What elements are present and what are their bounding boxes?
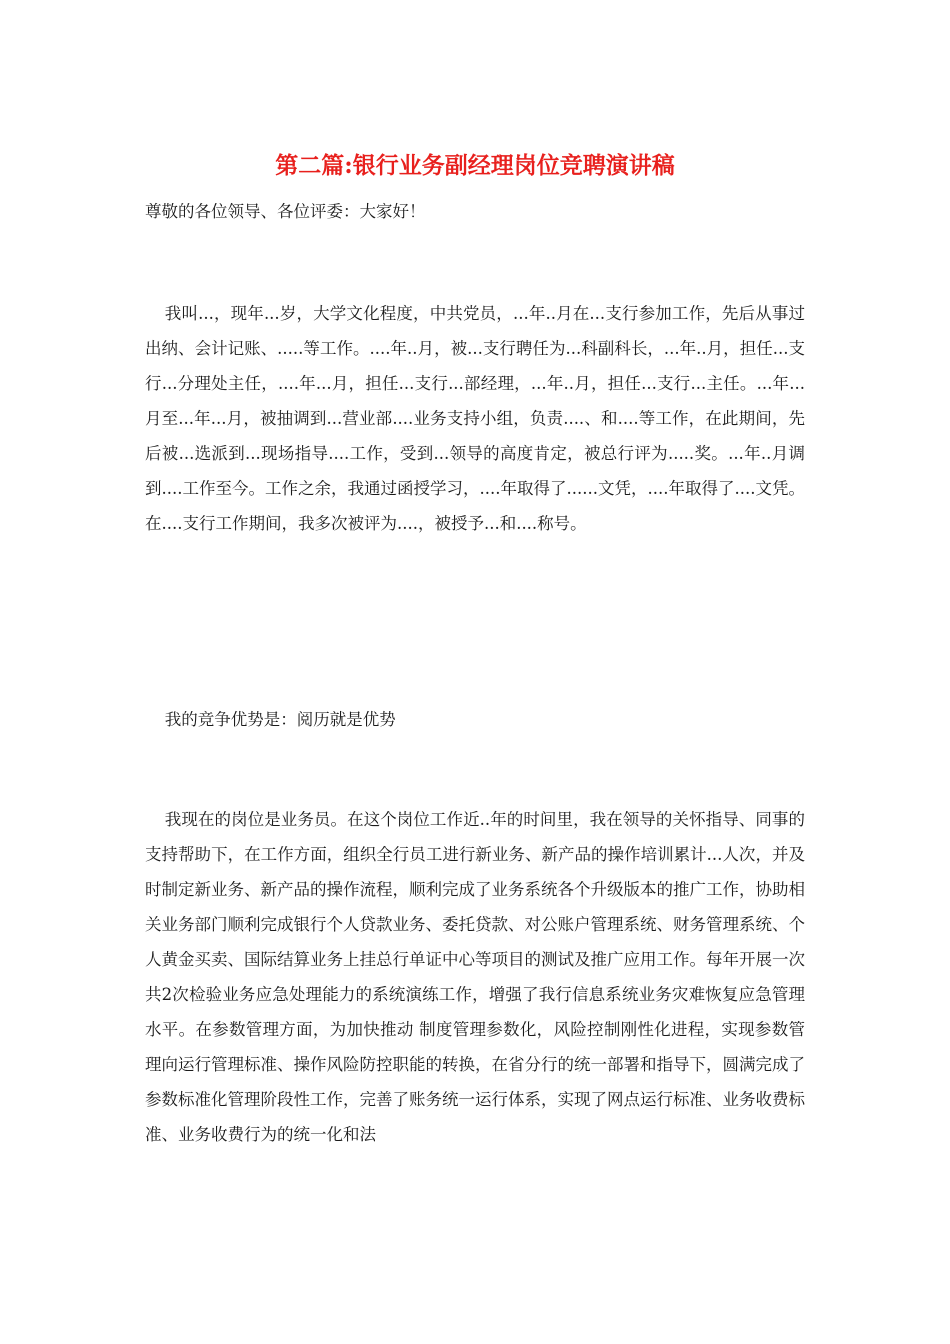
document-title: 第二篇:银行业务副经理岗位竞聘演讲稿 [275, 152, 675, 179]
salutation: 尊敬的各位领导、各位评委：大家好！ [145, 202, 426, 221]
paragraph-work-experience: 我现在的岗位是业务员。在这个岗位工作近..年的时间里，我在领导的关怀指导、同事的支持帮助下，在工作方面，组织全行员工进行新业务、新产品的操作培训累计...人次，并及时制定新业务、新产品的操作流程，顺利完成了业务系统各个升级版本的推广工作，协助相关业务部门顺利完成银行个人贷款业务、委托贷款、对公账户管理系统、财务管理系统、个人黄金买卖、国际结算业务上挂总行单证中心等项目的测试及推广应用工作。每年开展一次共2次检验业务应急处理能力的系统演练工作，增强了我行信息系统业务灾难恢复应急管理水平。在参数管理方面，为加快推动 制度管理参数化，风险控制刚性化进程，实现参数管理向运行管理标准、操作风险防控职能的转换，在省分行的统一部署和指导下，圆满完成了参数标准化管理阶段性工作，完善了账务统一运行体系，实现了网点运行标准、业务收费标准、业务收费行为的统一化和法 [145, 810, 805, 1144]
paragraph-background: 我叫...，现年...岁，大学文化程度，中共党员，...年..月在...支行参加工作，先后从事过出纳、会计记账、.....等工作。....年..月，被...支行聘任为...科副科长，...年..月，担任...支行...分理处主任，....年...月，担任...支行...部经理，...年..月，担任...支行...主任。...年...月至...年...月，被抽调到...营业部....业务支持小组，负责....、和....等工作，在此期间，先后被...选派到...现场指导....工作，受到...领导的高度肯定，被总行评为.....奖。...年..月调到....工作至今。工作之余，我通过函授学习，....年取得了......文凭，....年取得了....文凭。在....支行工作期间，我多次被评为....，被授予...和....称号。 [145, 304, 805, 533]
paragraph-advantage-heading: 我的竞争优势是：阅历就是优势 [164, 710, 396, 729]
